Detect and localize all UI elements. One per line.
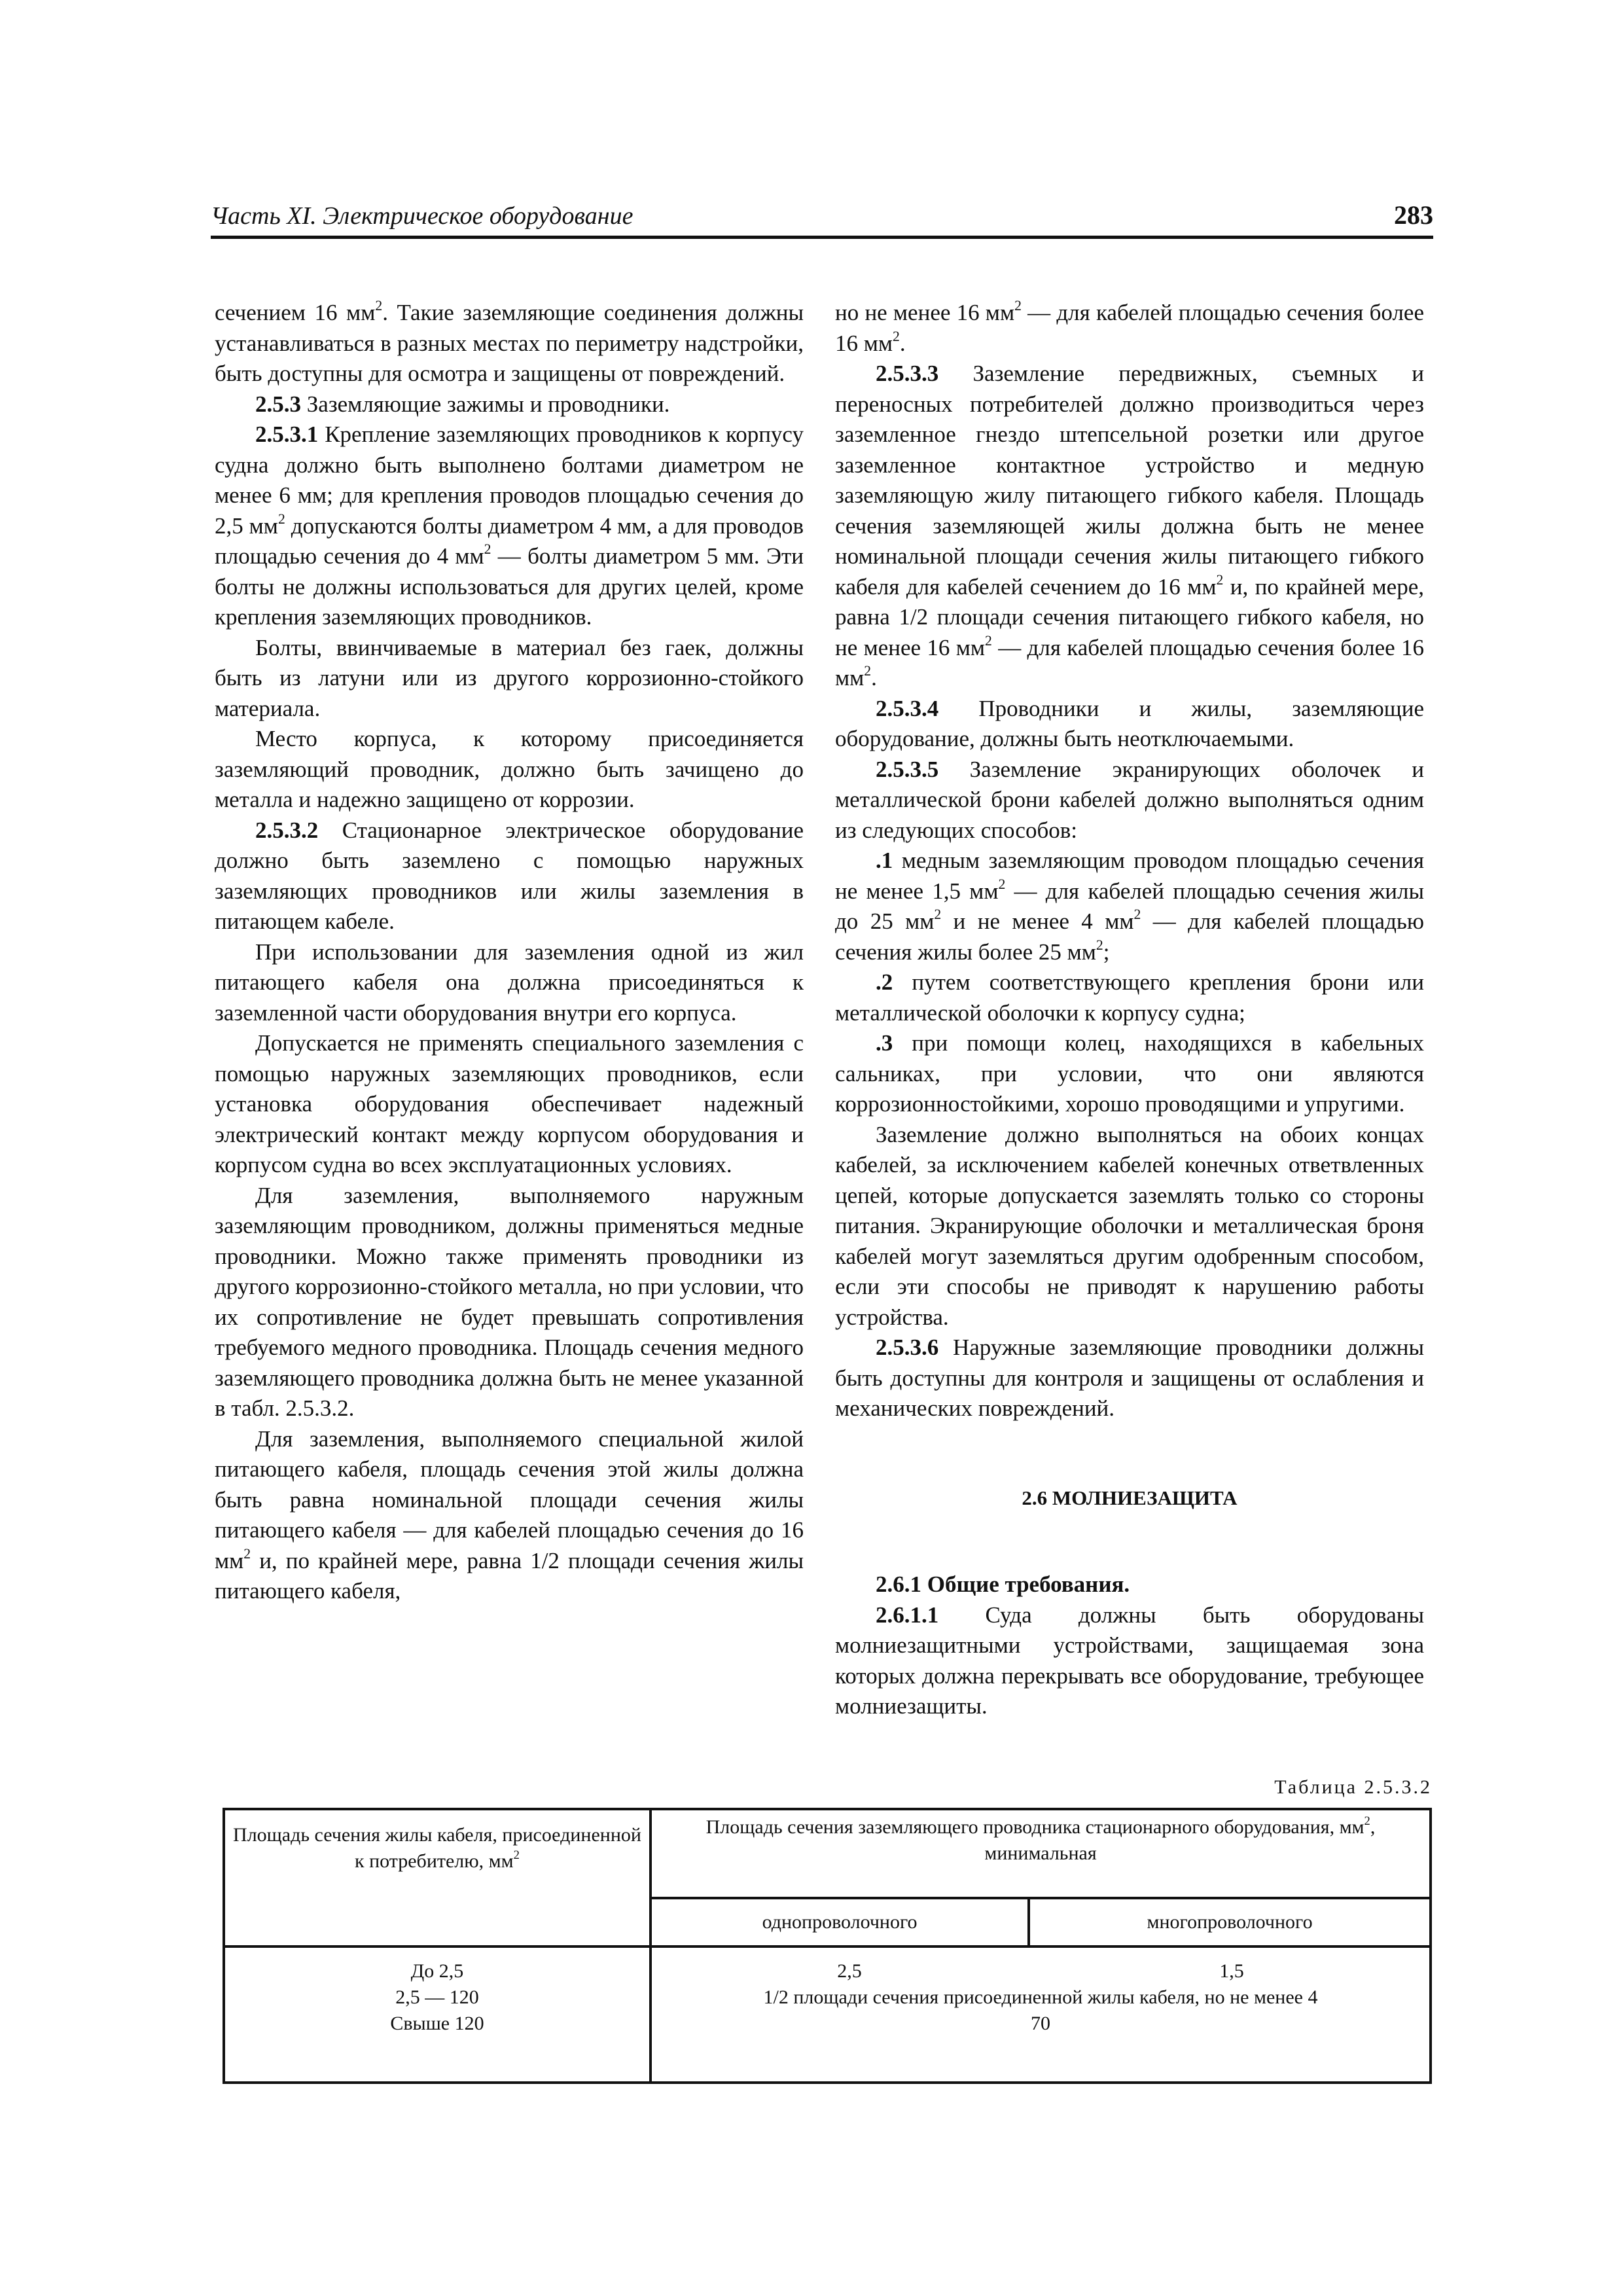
list-item: .3 при помощи колец, находящихся в кабельных сальниках, при условии, что они являются коррозионностойкими, хорошо проводящими и упругими.: [835, 1030, 1424, 1117]
paragraph: Для заземления, выполняемого специальной жилой питающего кабеля, площадь сечения этой жилы должна быть равна номинальной площади сечения жилы питающего кабеля — для кабелей площадью сечения до 16 $мм^2$ и, по крайней мере, равна 1/2 площади сечения жилы питающего кабеля,: [215, 1426, 804, 1604]
table-cell-values: 2,5 1,5 1/2 площади сечения присоединенной жилы кабеля, но не менее 4 70: [651, 1946, 1431, 2083]
paragraph: Допускается не применять специального заземления с помощью наружных заземляющих проводников, если установка оборудования обеспечивает надежный электрический контакт между корпусом оборудования и корпусом судна во всех эксплуатационных условиях.: [215, 1030, 804, 1177]
table-cell-ranges: До 2,5 2,5 — 120 Свыше 120: [224, 1946, 651, 2083]
paragraph: но не менее 16 $мм^2$ — для кабелей площадью сечения более 16 $мм^2$.: [835, 297, 1424, 356]
subsection-heading: 2.6.1 Общие требования.: [876, 1571, 1130, 1597]
paragraph: 2.5.3.1 Крепление заземляющих проводников к корпусу судна должно быть выполнено болтами диаметром не менее 6 мм; для крепления проводов площадью сечения до 2,5 $мм^2$ допускаются болты диаметром 4 мм, а для проводов площадью сечения до 4 $мм^2$ — болты диаметром 5 мм. Эти болты не должны использоваться для других целей, кроме крепления заземляющих проводников.: [215, 422, 804, 630]
table-header-cable-section: Площадь сечения жилы кабеля, присоединенной к потребителю, $мм^2$: [224, 1809, 651, 1946]
paragraph: При использовании для заземления одной из жил питающего кабеля она должна присоединяться к заземленной части оборудования внутри его корпуса.: [215, 939, 804, 1026]
paragraph: 2.5.3.5 Заземление экранирующих оболочек и металлической брони кабелей должно выполняться одним из следующих способов:: [835, 756, 1424, 843]
running-header: [211, 196, 1433, 239]
paragraph: 2.5.3.3 Заземление передвижных, съемных и переносных потребителей должно производиться через заземленное гнездо штепсельной розетки или другое заземленное контактное устройство и медную заземляющую жилу питающего гибкого кабеля. Площадь сечения заземляющей жилы должна быть не менее номинальной площади сечения жилы питающего гибкого кабеля для кабелей сечением до 16 $мм^2$ и, по крайней мере, равна 1/2 площади сечения питающего гибкого кабеля, но не менее 16 $мм^2$ — для кабелей площадью сечения более 16 $мм^2$.: [835, 361, 1425, 691]
table-subheader-multi-wire: многопроволочного: [1029, 1898, 1431, 1946]
paragraph: сечением 16 $мм^2$. Такие заземляющие соединения должны устанавливаться в разных местах по периметру надстройки, быть доступны для осмотра и защищены от повреждений.: [215, 297, 804, 386]
list-item: .1 медным заземляющим проводом площадью сечения не менее 1,5 $мм^2$ — для кабелей площадью сечения жилы до 25 $мм^2$ и не менее 4 $мм^2$ — для кабелей площадью сечения жилы более 25 $мм^2$;: [835, 848, 1425, 965]
page-number: 283: [1394, 200, 1433, 230]
section-title: 2.6 МОЛНИЕЗАЩИТА: [1022, 1486, 1238, 1509]
left-column: [215, 298, 804, 1607]
running-header-title: Часть XI. Электрическое оборудование: [211, 202, 633, 230]
subsection-heading: 2.5.3 Заземляющие зажимы и проводники.: [255, 391, 670, 417]
table-header-conductor-section: Площадь сечения заземляющего проводника стационарного оборудования, $мм^2$, минимальная: [651, 1809, 1431, 1898]
paragraph: 2.5.3.4 Проводники и жилы, заземляющие оборудование, должны быть неотключаемыми.: [835, 695, 1424, 751]
grounding-conductor-table: [223, 1808, 1432, 2084]
paragraph: 2.6.1.1 Суда должны быть оборудованы молниезащитными устройствами, защищаемая зона которых должна перекрывать все оборудование, требующее молниезащиты.: [835, 1602, 1424, 1719]
paragraph: Место корпуса, к которому присоединяется заземляющий проводник, должно быть зачищено до металла и надежно защищено от коррозии.: [215, 726, 804, 812]
table-subheader-single-wire: однопроволочного: [651, 1898, 1029, 1946]
paragraph: Для заземления, выполняемого наружным заземляющим проводником, должны применяться медные проводники. Можно также применять проводники из другого коррозионно-стойкого металла, но при условии, что их сопротивление не будет превышать сопротивления требуемого медного проводника. Площадь сечения медного заземляющего проводника должна быть не менее указанной в табл. 2.5.3.2.: [215, 1182, 804, 1421]
paragraph: Болты, ввинчиваемые в материал без гаек, должны быть из латуни или из другого коррозионно-стойкого материала.: [215, 634, 804, 721]
paragraph: 2.5.3.2 Стационарное электрическое оборудование должно быть заземлено с помощью наружных заземляющих проводников или жилы заземления в питающем кабеле.: [215, 817, 804, 934]
list-item: .2 путем соответствующего крепления брони или металлической оболочки к корпусу судна;: [835, 969, 1424, 1026]
paragraph: Заземление должно выполняться на обоих концах кабелей, за исключением кабелей конечных ответвленных цепей, которые допускается заземлять только со стороны питания. Экранирующие оболочки и металлическая броня кабелей могут заземляться другим одобренным способом, если эти способы не приводят к нарушению работы устройства.: [835, 1121, 1424, 1330]
right-column: [835, 298, 1424, 1722]
paragraph: 2.5.3.6 Наружные заземляющие проводники должны быть доступны для контроля и защищены от ослабления и механических повреждений.: [835, 1335, 1424, 1421]
table-label: Таблица 2.5.3.2: [1274, 1776, 1432, 1798]
